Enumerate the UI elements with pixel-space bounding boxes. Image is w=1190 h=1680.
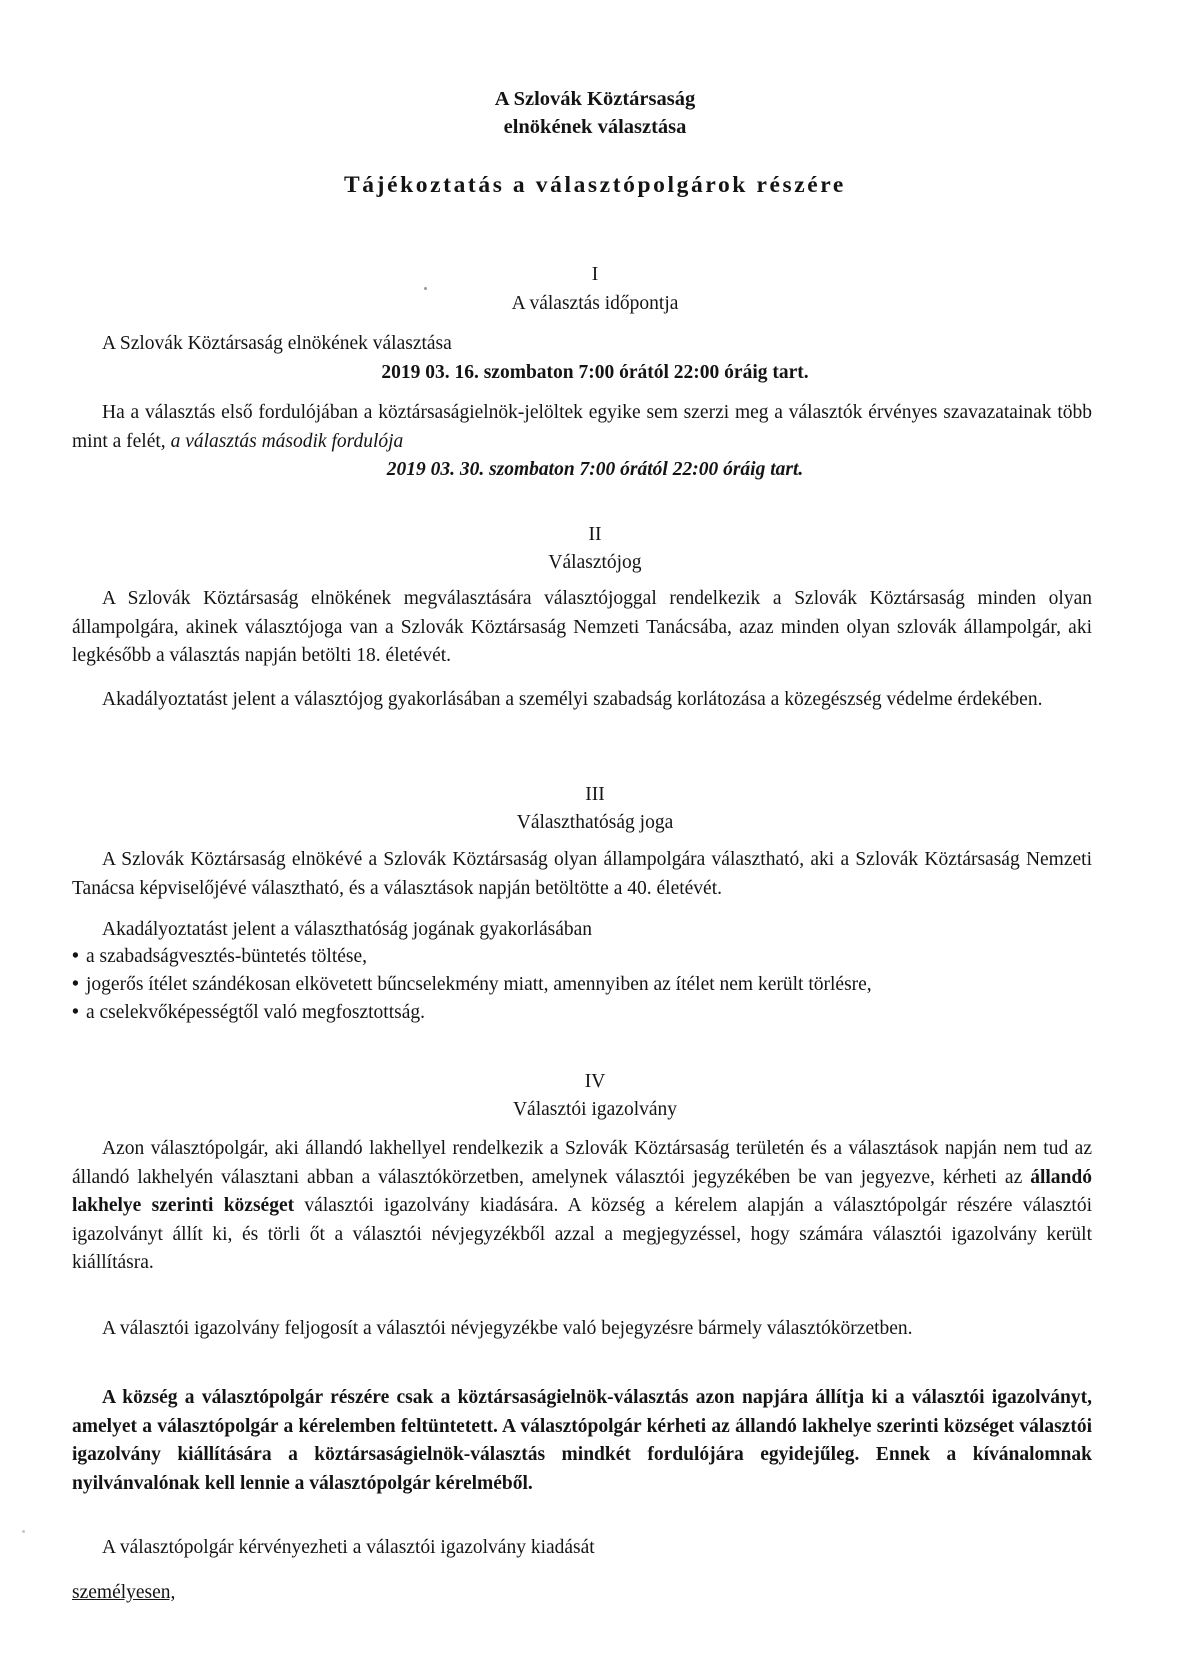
- section-1-numeral: I: [591, 264, 599, 285]
- second-round-label: a választás második fordulója: [170, 430, 404, 452]
- election-date-round-2: 2019 03. 30. szombaton 7:00 órától 22:00 óráig tart.: [386, 459, 804, 480]
- section-4-numeral: IV: [584, 1071, 606, 1092]
- bullet-item-2: • jogerős ítélet szándékosan elkövetett bűncselekmény miatt, amennyiben az ítélet nem került törlésre,: [72, 974, 872, 995]
- section-4-paragraph-3: A község a választópolgár részére csak a köztársaságielnök-választás azon napjára állítja ki a választói igazolványt, amelyet a választópolgár a kérelemben feltüntetett. A választópolgár kérheti az állandó lakhelye szerinti községet választói igazolvány kiállítására a köztársaságielnök-választás mindkét fordulójára egyidejűleg. Ennek a kívánalomnak nyilvánvalónak kell lennie a választópolgár kérelméből.: [72, 1387, 1092, 1494]
- section-2-paragraph-2: Akadályoztatást jelent a választójog gyakorlásában a személyi szabadság korlátozása a közegészség védelme érdekében.: [102, 689, 1043, 710]
- bullet-item-2-text: jogerős ítélet szándékosan elkövetett bűncselekmény miatt, amennyiben az ítélet nem került törlésre,: [86, 974, 872, 995]
- bullet-item-1-text: a szabadságvesztés-büntetés töltése,: [86, 946, 368, 967]
- section-4-paragraph-2: A választói igazolvány feljogosít a választói névjegyzékbe való bejegyzésre bármely választókörzetben.: [102, 1318, 913, 1339]
- election-date-round-1: 2019 03. 16. szombaton 7:00 órától 22:00 óráig tart.: [381, 362, 809, 383]
- section-1-line: A Szlovák Köztársaság elnökének választása: [102, 333, 452, 354]
- scan-speck: [22, 1530, 25, 1533]
- section-4-paragraph-1-text-b: választói igazolvány kiadására. A község a kérelem alapján a választópolgár részére választói igazolványt állít ki, és törli őt a választói névjegyzékből azzal a megjegyzéssel, hogy számára választói igazolvány került kiállításra.: [72, 1195, 1092, 1273]
- section-1-paragraph-2: [72, 399, 1092, 456]
- document-title-line2: elnökének választása: [503, 116, 687, 138]
- section-3-intro: Akadályoztatást jelent a választhatóság jogának gyakorlásában: [102, 919, 593, 940]
- section-4-last-line: személyesen,: [72, 1582, 176, 1603]
- bullet-item-3: • a cselekvőképességtől való megfosztottság.: [72, 1002, 425, 1023]
- section-4-paragraph-4: A választópolgár kérvényezheti a választói igazolvány kiadását: [102, 1537, 595, 1558]
- document-subtitle: Tájékoztatás a választópolgárok részére: [344, 172, 846, 198]
- section-1-paragraph-2-text: Ha a választás első fordulójában a köztársaságielnök-jelöltek egyike sem szerzi meg a választók érvényes szavazatainak több mint a felét,: [72, 402, 1092, 452]
- section-2-numeral: II: [588, 524, 602, 545]
- bullet-item-3-text: a cselekvőképességtől való megfosztottság.: [86, 1002, 425, 1023]
- section-3-numeral: III: [585, 784, 605, 805]
- section-3-heading: Választhatóság joga: [516, 812, 674, 833]
- section-2-paragraph-1: A Szlovák Köztársaság elnökének megválasztására választójoggal rendelkezik a Szlovák Köztársaság minden olyan állampolgára, akinek választójoga van a Szlovák Köztársaság Nemzeti Tanácsába, azaz minden olyan szlovák állampolgár, aki legkésőbb a választás napján betölti 18. életévét.: [72, 588, 1092, 666]
- section-4-paragraph-1: [72, 1135, 1092, 1278]
- document-title-line1: A Szlovák Köztársaság: [494, 88, 696, 110]
- bullet-item-1: • a szabadságvesztés-büntetés töltése,: [72, 946, 368, 967]
- section-3-paragraph-1: A Szlovák Köztársaság elnökévé a Szlovák Köztársaság olyan állampolgára választható, aki a Szlovák Köztársaság Nemzeti Tanácsa képviselőjévé választható, és a választások napján betöltötte a 40. életévét.: [72, 849, 1092, 899]
- permanent-residence-municipality: állandó lakhelye szerinti községet: [72, 1166, 1092, 1216]
- section-4-heading: Választói igazolvány: [512, 1099, 678, 1120]
- section-4-paragraph-1-text-a: Azon választópolgár, aki állandó lakhellyel rendelkezik a Szlovák Köztársaság területén és a választások napján nem tud az állandó lakhelyén választani abban a választókörzetben, amelynek választói jegyzékében be van jegyezve, kérheti az: [72, 1138, 1092, 1188]
- section-2-heading: Választójog: [548, 552, 642, 573]
- section-1-heading: A választás időpontja: [511, 293, 679, 314]
